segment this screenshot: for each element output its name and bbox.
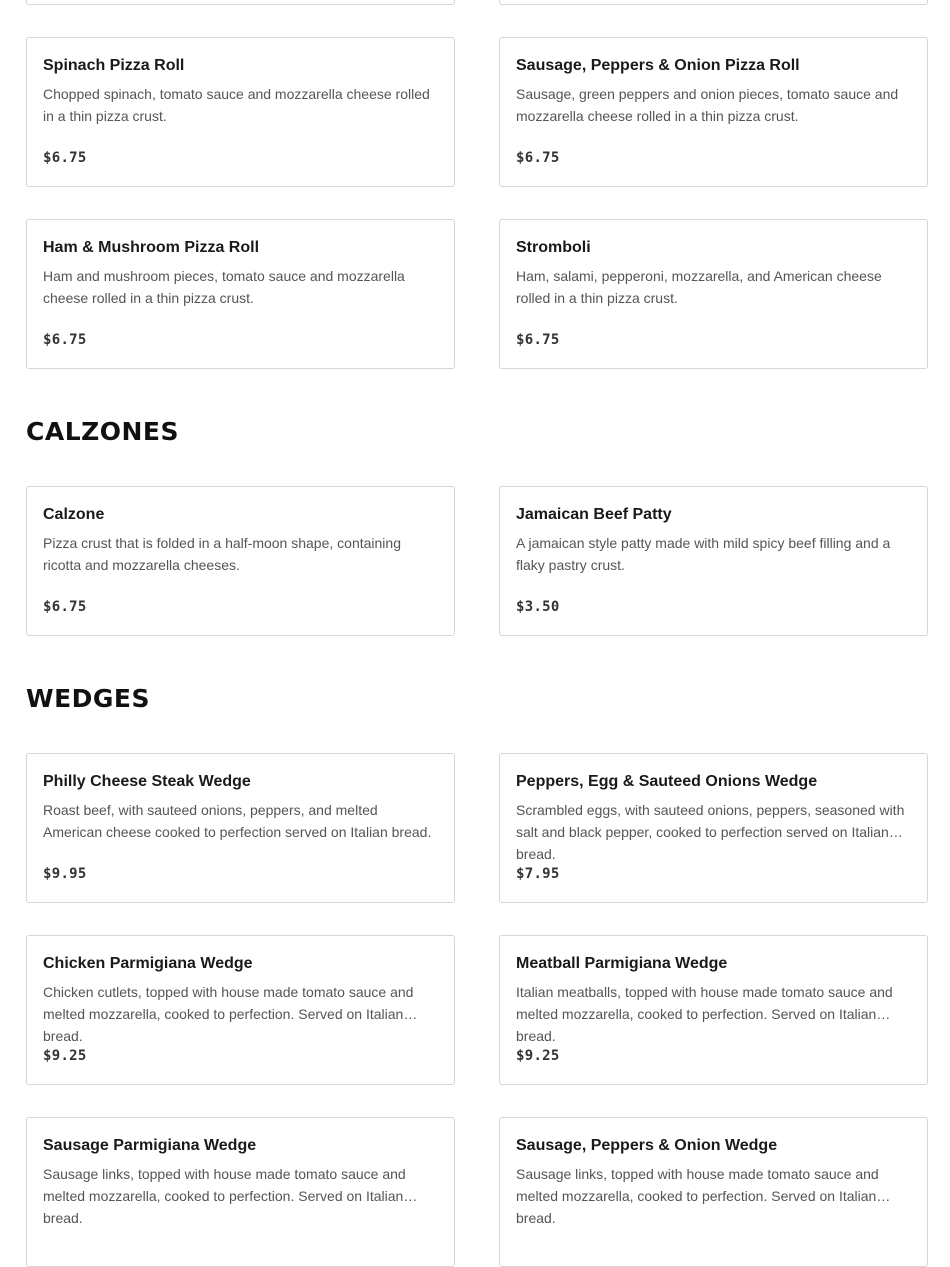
item-description: Sausage links, topped with house made tomato sauce and melted mozzarella, cooked to perfection. Served on Italian bread. — [516, 1166, 879, 1226]
wedges-grid — [26, 753, 928, 1267]
section-title: CALZONES — [26, 417, 180, 446]
item-description: Italian meatballs, topped with house made tomato sauce and melted mozzarella, cooked to perfection. Served on Italian bread. — [516, 984, 893, 1044]
item-description: Sausage links, topped with house made tomato sauce and melted mozzarella, cooked to perfection. Served on Italian bread. — [43, 1166, 406, 1226]
menu-item-card[interactable] — [26, 37, 455, 187]
menu-item-card[interactable] — [499, 1117, 928, 1267]
item-name: Ham & Mushroom Pizza Roll — [43, 239, 260, 256]
section-rolls — [0, 0, 950, 369]
menu-item-card-partial[interactable] — [499, 0, 928, 5]
item-description: Ham, salami, pepperoni, mozzarella, and American cheese rolled in a thin pizza crust. — [516, 268, 882, 306]
item-description: Pizza crust that is folded in a half-moon shape, containing ricotta and mozzarella cheeses. — [43, 535, 401, 573]
item-description: Chicken cutlets, topped with house made tomato sauce and melted mozzarella, cooked to perfection. Served on Italian bread. — [43, 984, 414, 1044]
menu-item-card[interactable] — [499, 219, 928, 369]
item-name: Sausage, Peppers & Onion Wedge — [516, 1137, 778, 1154]
item-name: Stromboli — [516, 239, 591, 256]
rolls-grid — [26, 0, 928, 369]
item-description: Scrambled eggs, with sauteed onions, peppers, seasoned with salt and black pepper, cooked to perfection served on Italian bread. — [516, 802, 905, 862]
item-description: Ham and mushroom pieces, tomato sauce and mozzarella cheese rolled in a thin pizza crust. — [43, 268, 405, 306]
section-wedges — [0, 636, 950, 1267]
menu-item-card[interactable] — [499, 935, 928, 1085]
item-price: $6.75 — [43, 599, 87, 615]
menu-item-card[interactable] — [26, 486, 455, 636]
item-price: $6.75 — [516, 150, 560, 166]
menu-item-card[interactable] — [499, 486, 928, 636]
item-price: $6.75 — [516, 332, 560, 348]
item-name: Calzone — [43, 506, 105, 523]
menu-item-card[interactable] — [26, 753, 455, 903]
item-name: Spinach Pizza Roll — [43, 57, 185, 74]
item-price: $9.25 — [43, 1048, 87, 1064]
item-name: Chicken Parmigiana Wedge — [43, 955, 253, 972]
item-description: Roast beef, with sauteed onions, peppers, and melted American cheese cooked to perfection served on Italian bread. — [43, 802, 432, 840]
item-description: Sausage, green peppers and onion pieces, tomato sauce and mozzarella cheese rolled in a thin pizza crust. — [516, 86, 899, 124]
item-name: Philly Cheese Steak Wedge — [43, 773, 251, 790]
item-name: Sausage Parmigiana Wedge — [43, 1137, 257, 1154]
menu-item-card[interactable] — [499, 753, 928, 903]
section-title: WEDGES — [26, 684, 151, 713]
item-price: $6.75 — [43, 332, 87, 348]
item-name: Jamaican Beef Patty — [516, 506, 672, 523]
item-price: $7.95 — [516, 866, 560, 882]
item-name: Peppers, Egg & Sauteed Onions Wedge — [516, 773, 818, 790]
item-name: Sausage, Peppers & Onion Pizza Roll — [516, 57, 800, 74]
item-name: Meatball Parmigiana Wedge — [516, 955, 728, 972]
section-calzones — [0, 369, 950, 636]
item-description: A jamaican style patty made with mild spicy beef filling and a flaky pastry crust. — [516, 535, 891, 573]
menu-item-card[interactable] — [26, 1117, 455, 1267]
item-price: $6.75 — [43, 150, 87, 166]
item-price: $3.50 — [516, 599, 560, 615]
calzones-grid — [26, 486, 928, 636]
menu-item-card[interactable] — [26, 219, 455, 369]
menu-item-card-partial[interactable] — [26, 0, 455, 5]
item-price: $9.95 — [43, 866, 87, 882]
item-price: $9.25 — [516, 1048, 560, 1064]
item-description: Chopped spinach, tomato sauce and mozzarella cheese rolled in a thin pizza crust. — [43, 86, 430, 124]
menu-item-card[interactable] — [26, 935, 455, 1085]
menu-item-card[interactable] — [499, 37, 928, 187]
